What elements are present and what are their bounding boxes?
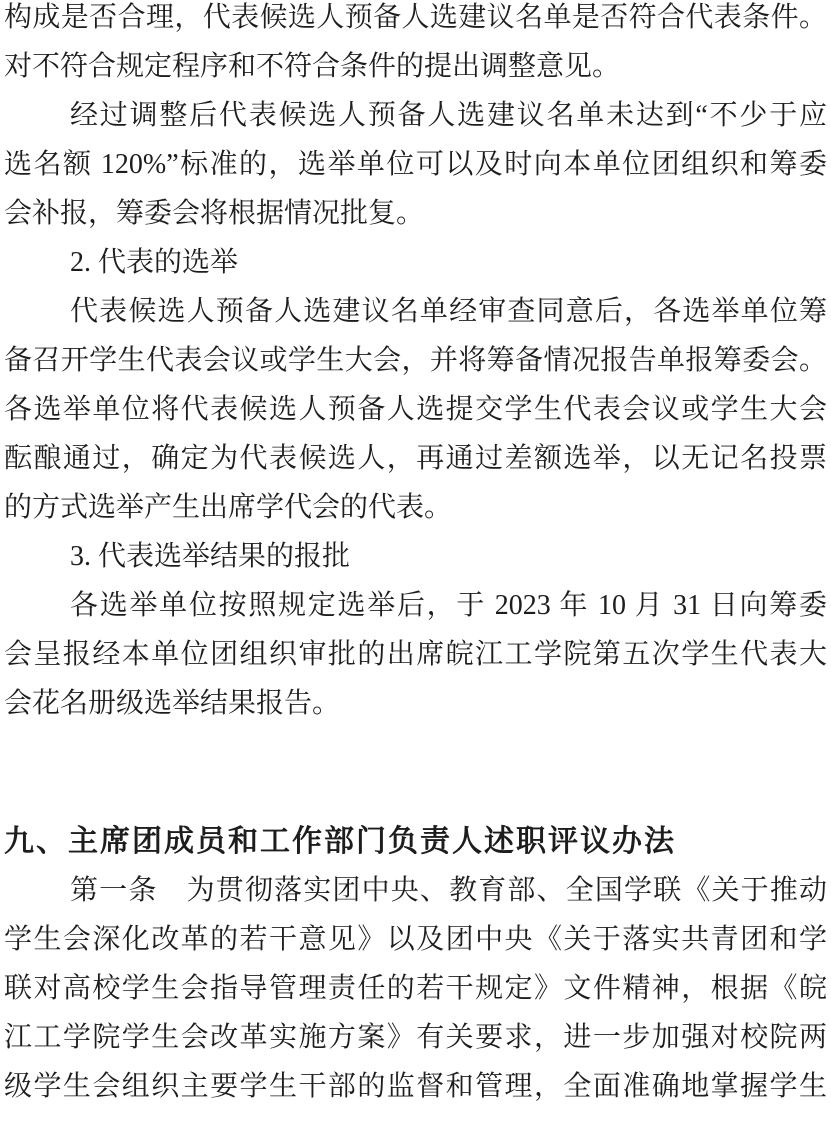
section-heading: 九、主席团成员和工作部门负责人述职评议办法 [4,825,676,858]
text-line: 级学生会组织主要学生干部的监督和管理，全面准确地掌握学生 [4,1071,827,1102]
text-line: 会花名册级选举结果报告。 [4,688,341,719]
text-line: 对不符合规定程序和不符合条件的提出调整意见。 [4,51,621,82]
text-line: 江工学院学生会改革实施方案》有关要求，进一步加强对校院两 [4,1022,827,1053]
text-line: 3. 代表选举结果的报批 [70,541,351,572]
document-text-block [4,0,827,1111]
text-line: 经过调整后代表候选人预备人选建议名单未达到“不少于应 [70,100,827,131]
text-line: 选名额 120%”标准的，选举单位可以及时向本单位团组织和筹委 [4,149,827,180]
text-line: 各选举单位将代表候选人预备人选提交学生代表会议或学生大会 [4,394,827,425]
text-line: 的方式选举产生出席学代会的代表。 [4,492,453,523]
text-line: 第一条 为贯彻落实团中央、教育部、全国学联《关于推动 [70,875,827,906]
text-line: 联对高校学生会指导管理责任的若干规定》文件精神，根据《皖 [4,973,827,1004]
text-line: 酝酿通过，确定为代表候选人，再通过差额选举，以无记名投票 [4,443,827,474]
text-line: 各选举单位按照规定选举后，于 2023 年 10 月 31 日向筹委 [70,590,827,621]
text-line: 会呈报经本单位团组织审批的出席皖江工学院第五次学生代表大 [4,639,827,670]
text-line: 2. 代表的选举 [70,247,239,278]
section-gap [4,728,827,817]
text-line: 会补报，筹委会将根据情况批复。 [4,198,425,229]
text-line: 备召开学生代表会议或学生大会，并将筹备情况报告单报筹委会。 [4,345,827,376]
text-line: 代表候选人预备人选建议名单经审查同意后，各选举单位筹 [70,296,827,327]
text-line: 学生会深化改革的若干意见》以及团中央《关于落实共青团和学 [4,924,827,955]
text-line: 构成是否合理，代表候选人预备人选建议名单是否符合代表条件。 [4,2,827,33]
